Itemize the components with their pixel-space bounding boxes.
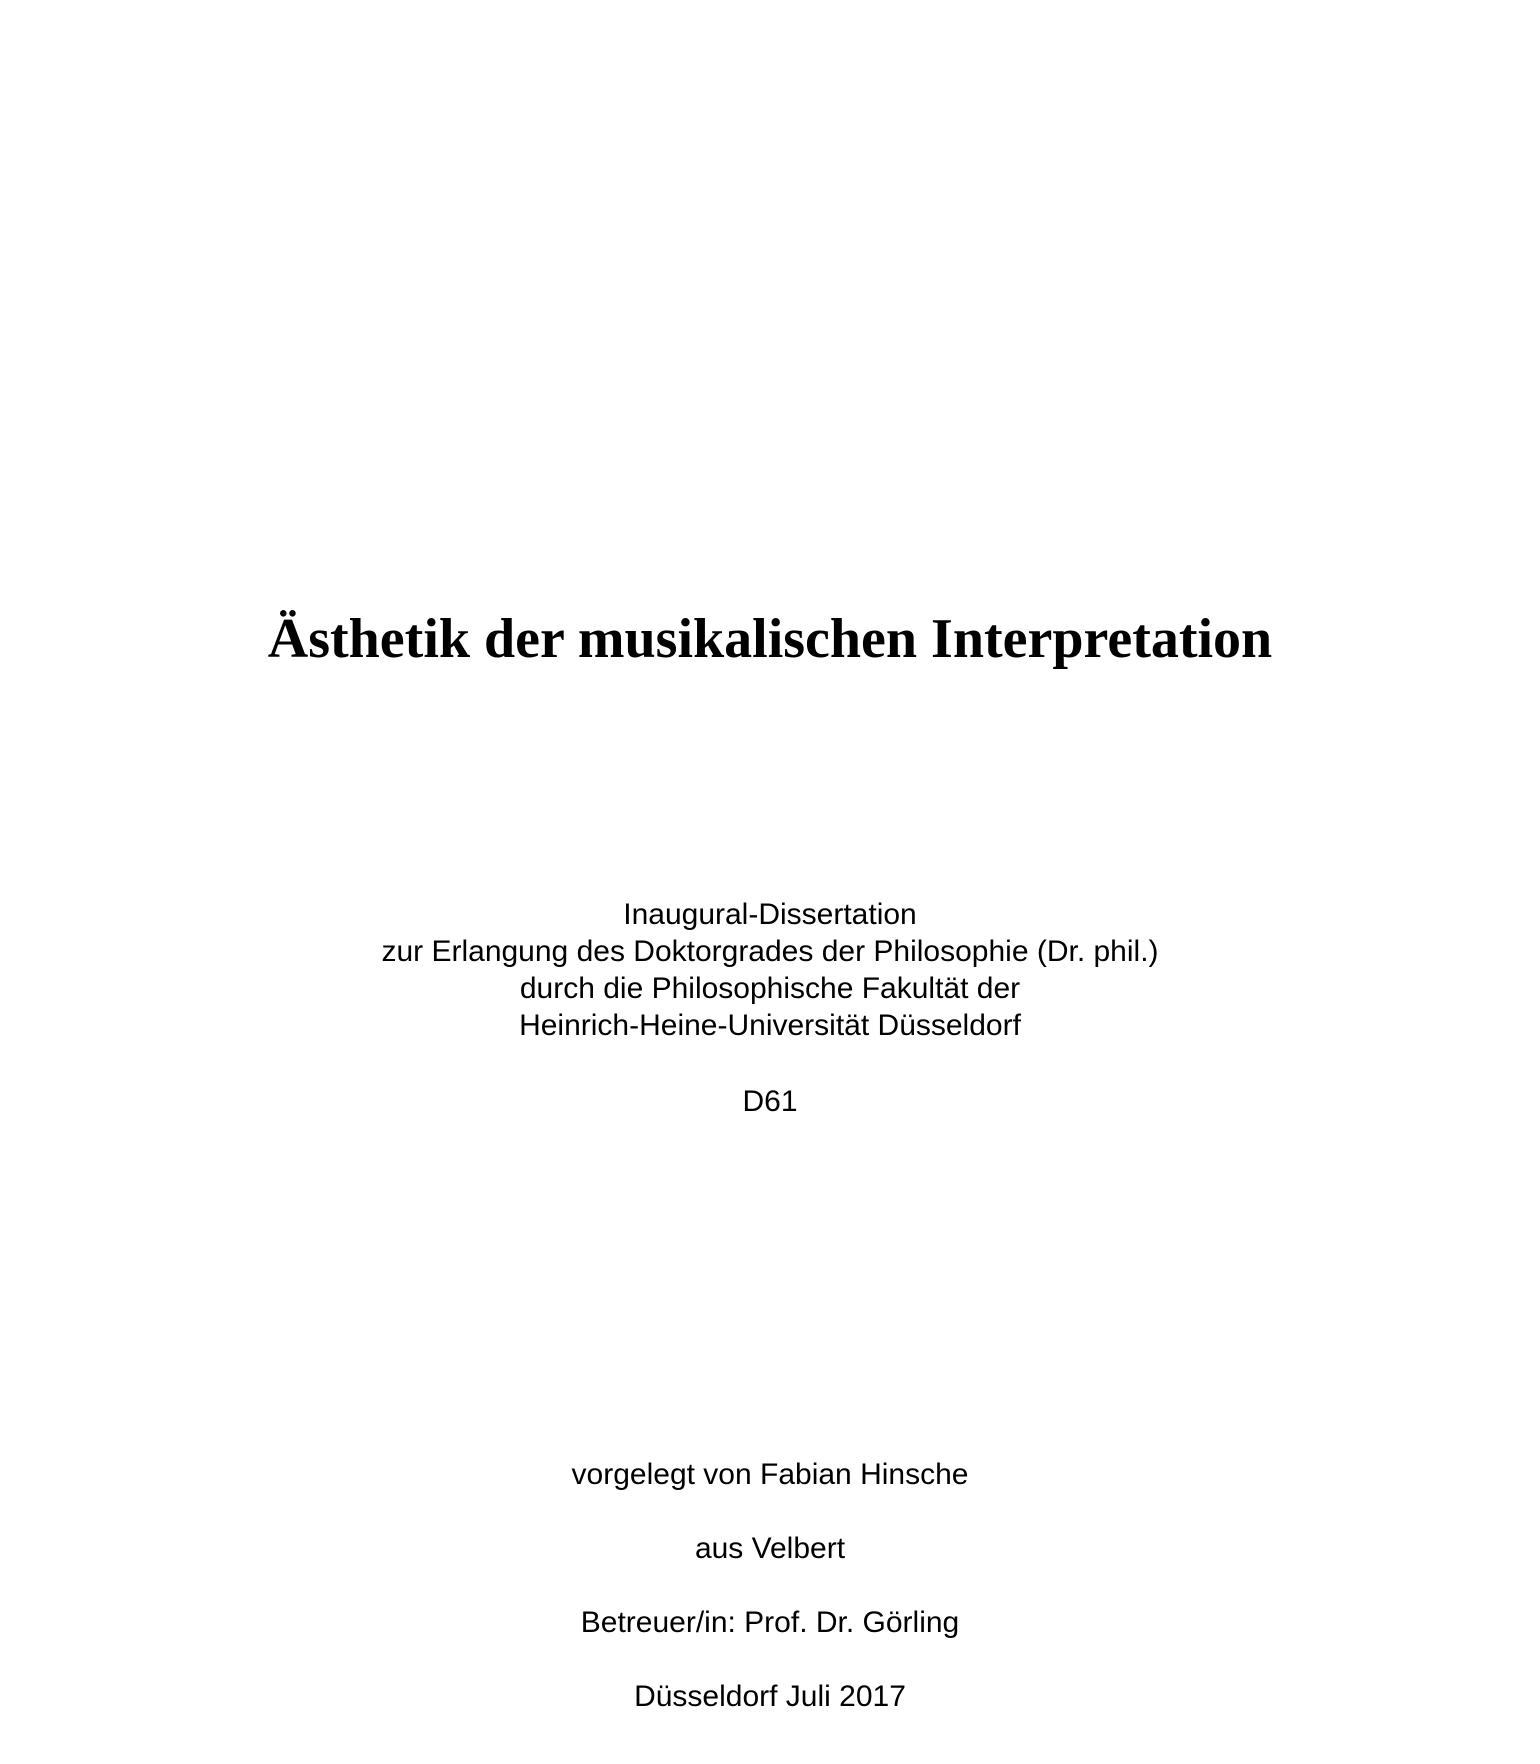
university-code: D61 xyxy=(742,1085,798,1118)
dissertation-statement xyxy=(0,896,1540,1044)
dissertation-line: zur Erlangung des Doktorgrades der Philosophie (Dr. phil.) xyxy=(381,935,1159,968)
author-line: vorgelegt von Fabian Hinsche xyxy=(571,1458,969,1491)
dissertation-line: Heinrich-Heine-Universität Düsseldorf xyxy=(519,1009,1021,1042)
supervisor-line: Betreuer/in: Prof. Dr. Görling xyxy=(580,1606,960,1639)
dissertation-line: Inaugural-Dissertation xyxy=(623,898,917,931)
origin-line: aus Velbert xyxy=(694,1532,846,1565)
document-title: Ästhetik der musikalischen Interpretation xyxy=(267,608,1273,670)
dissertation-line: durch die Philosophische Fakultät der xyxy=(519,972,1021,1005)
place-date-line: Düsseldorf Juli 2017 xyxy=(634,1680,906,1713)
